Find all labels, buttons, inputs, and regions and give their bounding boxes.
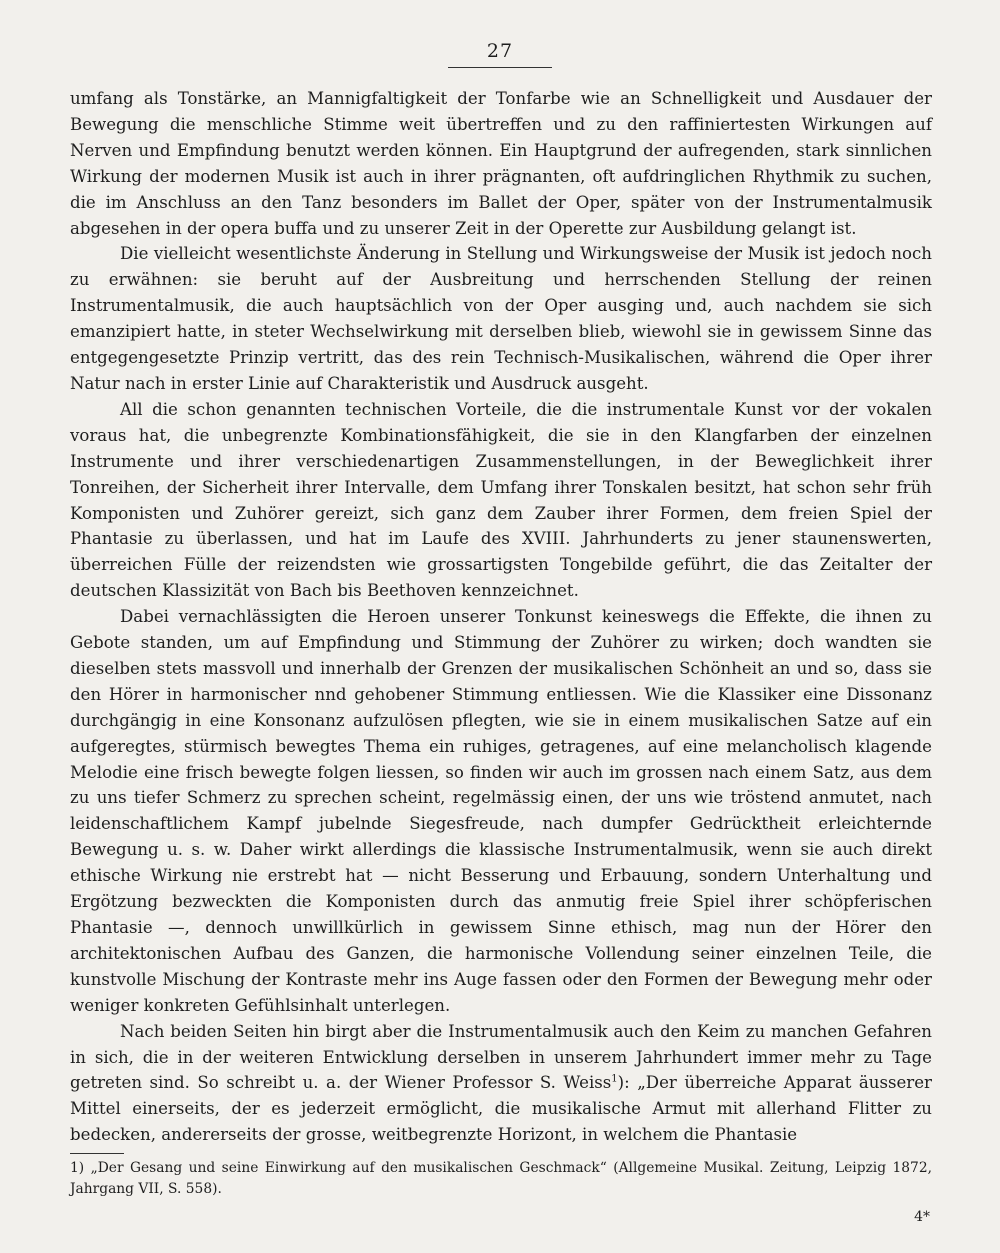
page-number-rule (448, 67, 552, 68)
paragraph: All die schon genannten technischen Vorteile, die die instrumentale Kunst vor der vokalen voraus hat, die unbegrenzte Kombinationsfähigkeit, die sie in den Klangfarben der einzelnen Instrumente und ihrer verschiedenartigen Zusammenstellungen, in der Beweglichkeit ihrer Tonreihen, der Sicherheit ihrer Intervalle, dem Umfang ihrer Tonskalen besitzt, hat schon sehr früh Komponisten und Zuhörer gereizt, sich ganz dem Zauber ihrer Formen, dem freien Spiel der Phantasie zu überlassen, und hat im Laufe des XVIII. Jahrhunderts zu jener staunenswerten, überreichen Fülle der reizendsten wie grossartigsten Tongebilde geführt, die das Zeitalter der deutschen Klassizität von Bach bis Beethoven kennzeichnet. (70, 399, 932, 601)
footnote-rule (70, 1153, 124, 1154)
paragraph: Dabei vernachlässigten die Heroen unserer Tonkunst keineswegs die Effekte, die ihnen zu Gebote standen, um auf Empfindung und Stimmung der Zuhörer zu wirken; doch wandten sie dieselben stets massvoll und innerhalb der Grenzen der musikalischen Schönheit an und so, dass sie den Hörer in harmonischer nnd gehobener Stimmung entliessen. Wie die Klassiker eine Dissonanz durchgängig in eine Konsonanz aufzulösen pflegten, wie sie in einem musikalischen Satze auf ein aufgeregtes, stürmisch bewegtes Thema ein ruhiges, getragenes, auf eine melancholisch klagende Melodie eine frisch bewegte folgen liessen, so finden wir auch im grossen nach einem Satz, aus dem zu uns tiefer Schmerz zu sprechen scheint, regelmässig einen, der uns wie tröstend anmutet, nach leidenschaftlichem Kampf jubelnde Siegesfreude, nach dumpfer Gedrücktheit erleichternde Bewegung u. s. w. Daher wirkt allerdings die klassische Instrumentalmusik, wenn sie auch direkt ethische Wirkung nie erstrebt hat — nicht Besserung und Erbauung, sondern Unterhaltung und Ergötzung bezweckten die Komponisten durch das anmutig freie Spiel ihrer schöpferischen Phantasie —, dennoch unwillkürlich in gewissem Sinne ethisch, mag nun der Hörer den architektonischen Aufbau des Ganzen, die harmonische Vollendung seiner einzelnen Teile, die kunstvolle Mischung der Kontraste mehr ins Auge fassen oder den Formen der Bewegung mehr oder weniger konkreten Gefühlsinhalt unterlegen. (70, 607, 932, 1015)
paragraph: Die vielleicht wesentlichste Änderung in Stellung und Wirkungsweise der Musik ist jedoch noch zu erwähnen: sie beruht auf der Ausbreitung und herrschenden Stellung der reinen Instrumentalmusik, die auch hauptsächlich von der Oper ausging und, auch nachdem sie sich emanzipiert hatte, in steter Wechselwirkung mit derselben blieb, wiewohl sie in gewissem Sinne das entgegengesetzte Prinzip vertritt, das des rein Technisch-Musikalischen, während die Oper ihrer Natur nach in erster Linie auf Charakteristik und Ausdruck ausgeht. (70, 244, 932, 393)
footnote-reference[interactable]: 1 (611, 1073, 618, 1085)
signature-mark: 4* (914, 1209, 930, 1225)
footnote: 1) „Der Gesang und seine Einwirkung auf den musikalischen Geschmack“ (Allgemeine Musikal. Zeitung, Leipzig 1872, Jahrgang VII, S. 558). (70, 1160, 932, 1197)
paragraph-text: Nach beiden Seiten hin birgt aber die Instrumentalmusik auch den Keim zu manchen Gefahren in sich, die in der weiteren Entwicklung derselben in unserem Jahrhundert immer mehr zu Tage getreten sind. So schreibt u. a. der Wiener Professor S. Weiss (70, 1021, 932, 1093)
paragraph: umfang als Tonstärke, an Mannigfaltigkeit der Tonfarbe wie an Schnelligkeit und Ausdauer der Bewegung die menschliche Stimme weit übertreffen und zu den raffiniertesten Wirkungen auf Nerven und Empfindung benutzt werden können. Ein Hauptgrund der aufregenden, stark sinnlichen Wirkung der modernen Musik ist auch in ihrer prägnanten, oft aufdringlichen Rhythmik zu suchen, die im Anschluss an den Tanz besonders im Ballet der Oper, später von der Instrumentalmusik abgesehen in der opera buffa und zu unserer Zeit in der Operette zur Ausbildung gelangt ist. (70, 89, 932, 238)
paragraph-text: ): „Der überreiche Apparat äusserer Mittel einerseits, der es jederzeit ermöglicht, die musikalische Armut mit allerhand Flitter zu bedecken, andererseits der grosse, weitbegrenzte Horizont, in welchem die Phantasie (70, 1073, 932, 1145)
page-number: 27 (486, 40, 514, 62)
paragraph (70, 1019, 932, 1149)
body-text (70, 86, 932, 1148)
